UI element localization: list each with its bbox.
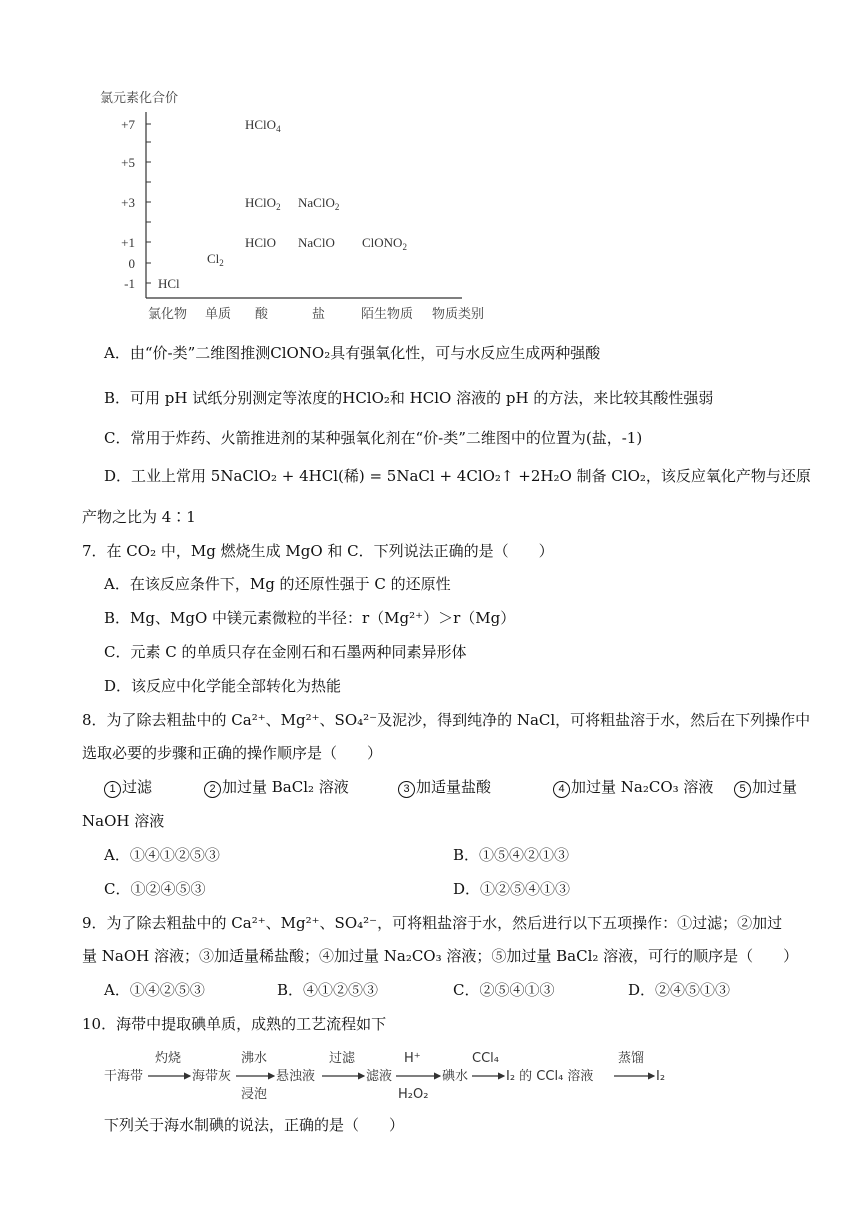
flow-reagent-h: H⁺: [404, 1051, 421, 1066]
q8-op-2: 2 加过量 BaCl₂ 溶液: [204, 777, 349, 798]
chart-ylabel: 氯元素化合价: [100, 91, 179, 106]
chart-category-label: 陌生物质: [361, 307, 414, 322]
flow-suspension: 悬浊液: [276, 1069, 316, 1084]
flow-step-soak: 浸泡: [241, 1087, 268, 1102]
circled-5-icon: 5: [734, 781, 751, 798]
flow-filtrate: 滤液: [366, 1069, 393, 1084]
chart-point-label: HClO$_2$: [245, 195, 281, 212]
q6-option-c[interactable]: C．常用于炸药、火箭推进剂的某种强氧化剂在“价-类”二维图中的位置为(盐，-1): [104, 429, 643, 447]
q9-stem-cont: 量 NaOH 溶液；③加适量稀盐酸；④加过量 Na₂CO₃ 溶液；⑤加过量 BaCl₂ 溶液，可行的顺序是（ ）: [82, 947, 799, 965]
flow-step-filter: 过滤: [329, 1051, 356, 1066]
flow-iodine: I₂: [656, 1069, 666, 1084]
chart-y-tick-label: +7: [121, 117, 135, 132]
q6-option-d[interactable]: D．工业上常用 5NaClO₂ + 4HCl(稀) = 5NaCl + 4ClO₂↑ +2H₂O 制备 ClO₂，该反应氧化产物与还原: [104, 467, 811, 485]
q9-option-c[interactable]: C．②⑤④①③: [453, 981, 555, 999]
q8-op-5: 5 加过量: [734, 777, 797, 798]
q8-option-c[interactable]: C．①②④⑤③: [104, 880, 206, 898]
q8-option-b[interactable]: B．①⑤④②①③: [453, 846, 570, 864]
circled-4-icon: 4: [553, 781, 570, 798]
chart-y-tick-label: +5: [121, 155, 135, 170]
chart-point-label: $Cl_2$: [207, 251, 224, 268]
chart-xlabel: 物质类别: [432, 307, 485, 322]
chart-point-label: NaClO: [298, 235, 335, 250]
flow-reagent-h2o2: H₂O₂: [398, 1087, 429, 1102]
q8-stem: 8．为了除去粗盐中的 Ca²⁺、Mg²⁺、SO₄²⁻及泥沙，得到纯净的 NaCl，可将粗盐溶于水，然后在下列操作中: [82, 711, 811, 729]
q8-stem-cont: 选取必要的步骤和正确的操作顺序是（ ）: [82, 744, 383, 762]
q10-stem: 10．海带中提取碘单质，成熟的工艺流程如下: [82, 1015, 387, 1033]
q8-op-5-cont: NaOH 溶液: [82, 812, 165, 830]
chart-y-tick-label: -1: [124, 276, 135, 291]
flow-iodine-water: 碘水: [442, 1069, 469, 1084]
q8-op-4: 4 加过量 Na₂CO₃ 溶液: [553, 777, 713, 798]
iodine-process-flow: [0, 1042, 860, 1104]
q9-option-a[interactable]: A．①④②⑤③: [104, 981, 205, 999]
flow-step-burn: 灼烧: [155, 1051, 182, 1066]
flow-dry-kelp: 干海带: [104, 1069, 144, 1084]
q6-option-a[interactable]: A．由“价-类”二维图推测ClONO₂具有强氧化性，可与水反应生成两种强酸: [104, 344, 601, 362]
valence-class-chart: [0, 0, 860, 330]
chart-category-label: 盐: [312, 307, 326, 322]
chart-point-label: HClO$_4$: [245, 117, 281, 134]
q7-option-a[interactable]: A．在该反应条件下，Mg 的还原性强于 C 的还原性: [104, 575, 451, 593]
chart-category-label: 单质: [205, 307, 232, 322]
q8-op-3: 3 加适量盐酸: [398, 777, 491, 798]
flow-step-boiling-water: 沸水: [241, 1051, 268, 1066]
flow-reagent-ccl4: CCl₄: [472, 1051, 499, 1066]
flow-i2-ccl4-solution: I₂ 的 CCl₄ 溶液: [506, 1069, 594, 1084]
q7-option-d[interactable]: D．该反应中化学能全部转化为热能: [104, 677, 342, 695]
chart-y-tick-label: +1: [121, 235, 135, 250]
q6-option-d-cont: 产物之比为 4∶1: [82, 508, 196, 526]
chart-point-label: ClONO$_2$: [362, 235, 407, 252]
chart-point-label: NaClO$_2$: [298, 195, 340, 212]
q8-op-1: 1 过滤: [104, 777, 152, 798]
q8-option-a[interactable]: A．①④①②⑤③: [104, 846, 220, 864]
chart-y-tick-label: 0: [128, 256, 135, 271]
chart-y-tick-label: +3: [121, 195, 135, 210]
q6-option-b[interactable]: B．可用 pH 试纸分别测定等浓度的HClO₂和 HClO 溶液的 pH 的方法，来比较其酸性强弱: [104, 389, 714, 407]
circled-1-icon: 1: [104, 781, 121, 798]
q9-option-b[interactable]: B．④①②⑤③: [277, 981, 379, 999]
q10-question: 下列关于海水制碘的说法，正确的是（ ）: [104, 1116, 405, 1134]
flow-step-distill: 蒸馏: [618, 1051, 645, 1066]
circled-3-icon: 3: [398, 781, 415, 798]
q9-stem: 9．为了除去粗盐中的 Ca²⁺、Mg²⁺、SO₄²⁻，可将粗盐溶于水，然后进行以下五项操作：①过滤；②加过: [82, 914, 783, 932]
chart-point-label: HCl: [158, 276, 180, 291]
q7-stem: 7．在 CO₂ 中，Mg 燃烧生成 MgO 和 C．下列说法正确的是（ ）: [82, 542, 554, 560]
q7-option-b[interactable]: B．Mg、MgO 中镁元素微粒的半径：r（Mg²⁺）＞r（Mg）: [104, 609, 516, 627]
q8-option-d[interactable]: D．①②⑤④①③: [453, 880, 571, 898]
q9-option-d[interactable]: D．②④⑤①③: [628, 981, 731, 999]
flow-kelp-ash: 海带灰: [192, 1069, 232, 1084]
chart-category-label: 氯化物: [148, 307, 188, 322]
q7-option-c[interactable]: C．元素 C 的单质只存在金刚石和石墨两种同素异形体: [104, 643, 467, 661]
circled-2-icon: 2: [204, 781, 221, 798]
chart-category-label: 酸: [255, 307, 269, 322]
chart-point-label: HClO: [245, 235, 277, 250]
